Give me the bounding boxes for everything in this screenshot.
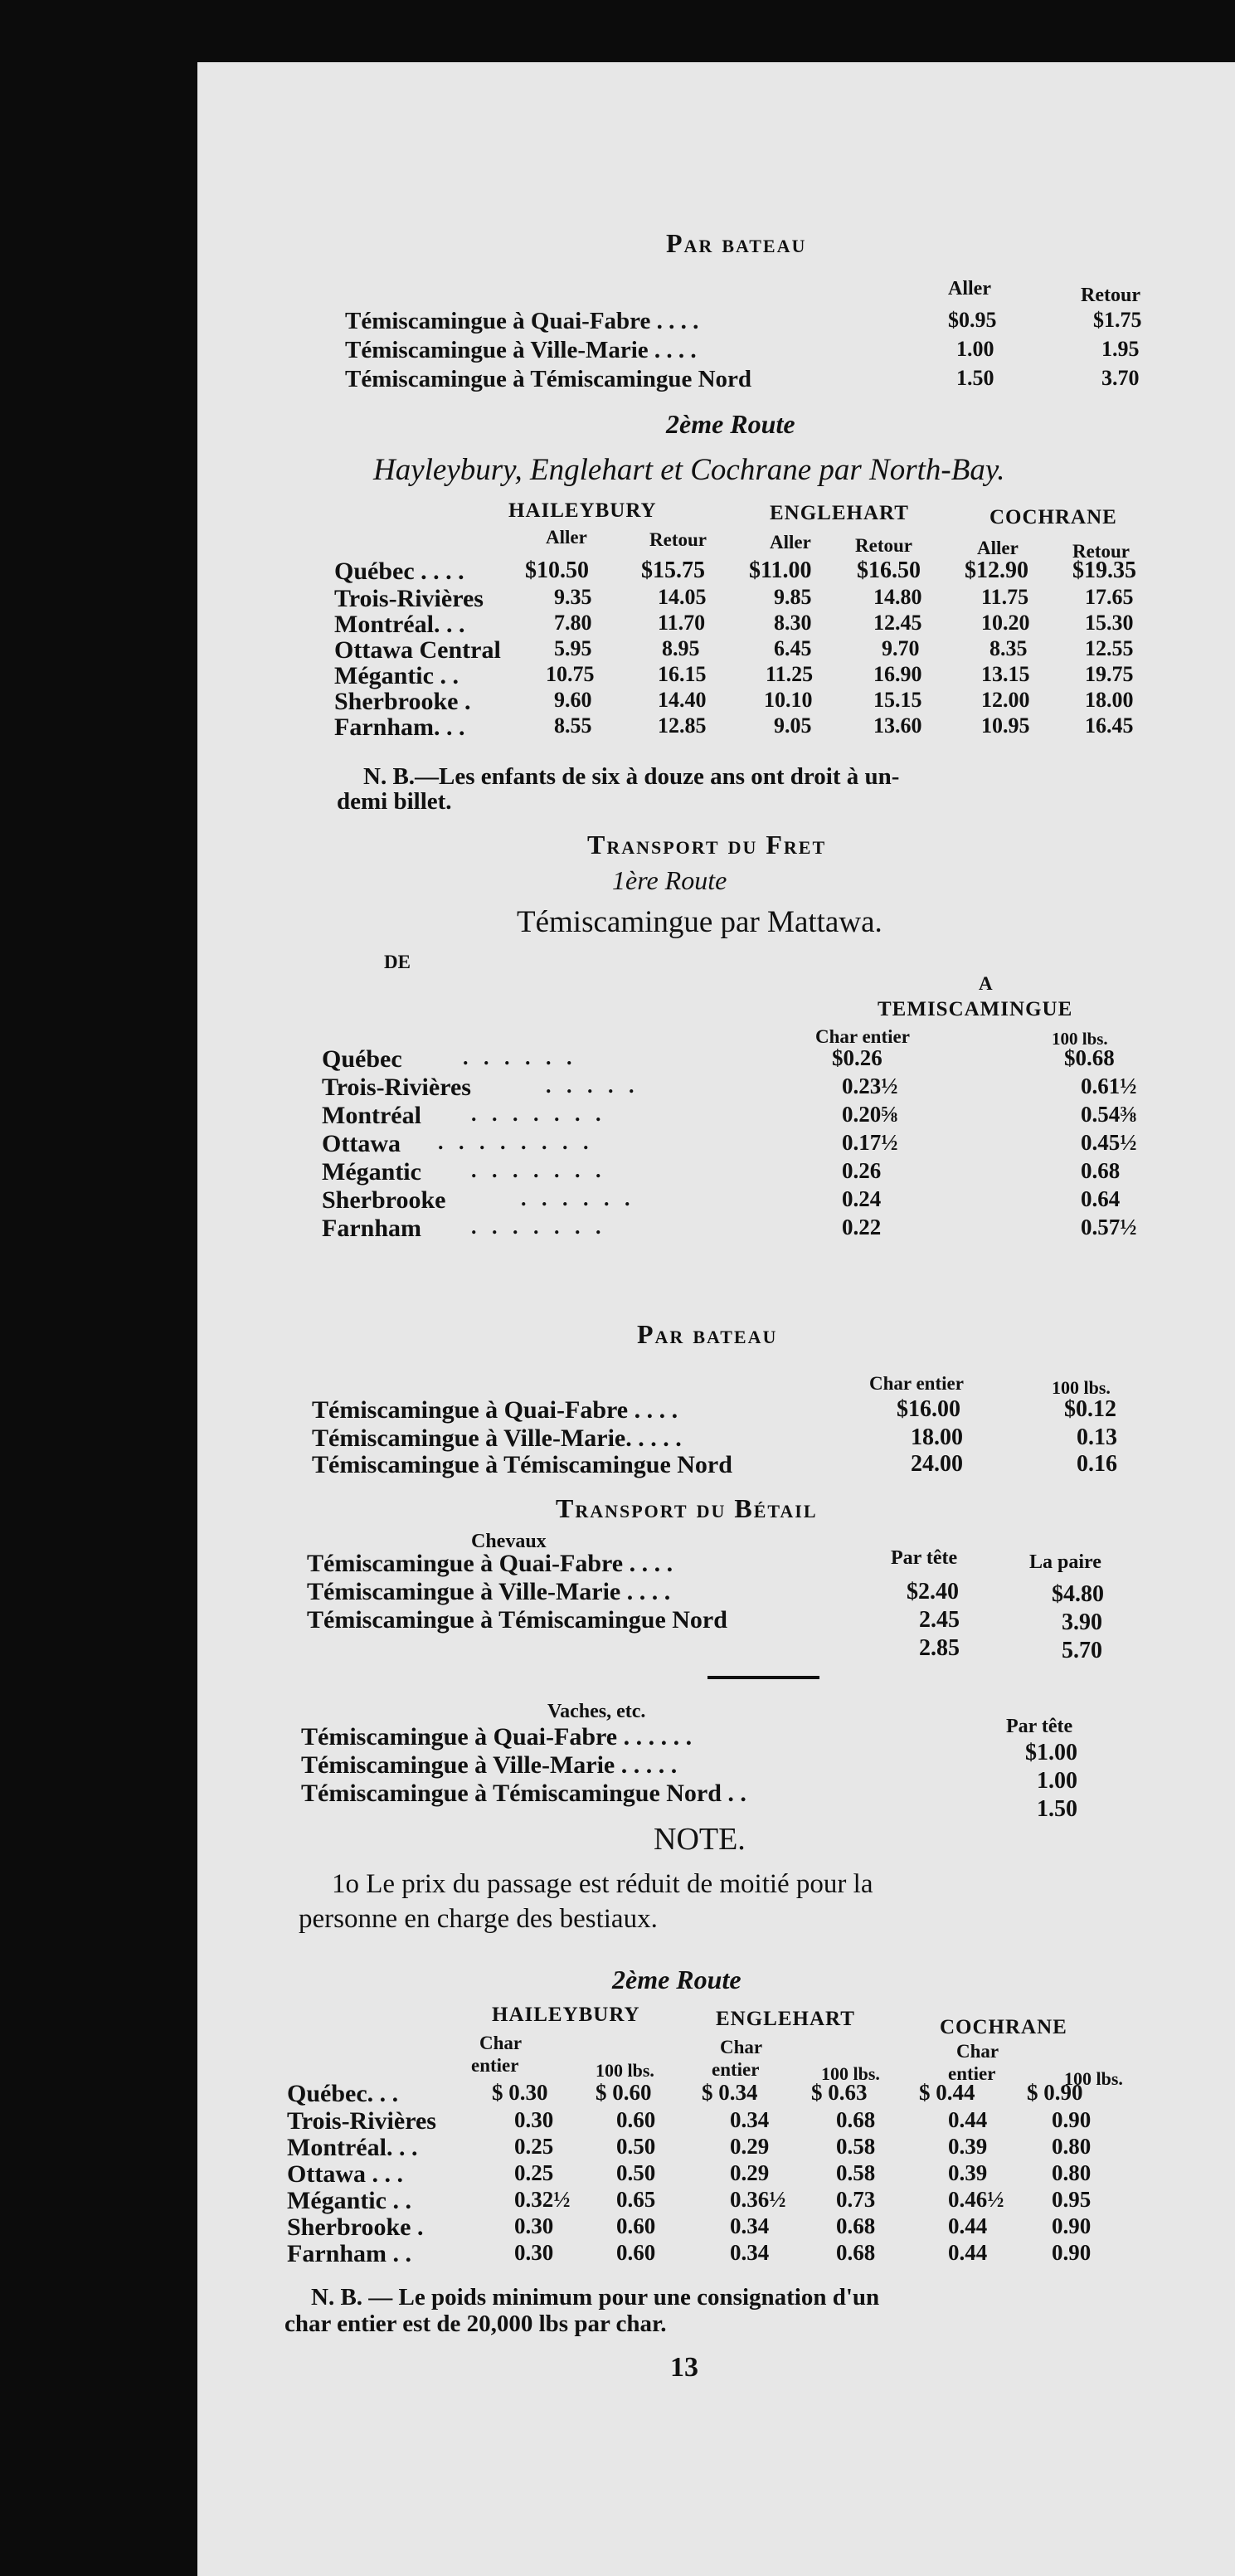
cell-par-tete: $1.00 [1025,1740,1077,1765]
sub-entier: entier [712,2059,760,2080]
cell: 0.68 [836,2240,876,2265]
sub-char: Char [720,2037,763,2057]
table-row [197,1215,1235,1243]
cell-100-lbs: 0.68 [1081,1158,1121,1183]
row-label: Québec [322,1045,402,1073]
section3-dest: TEMISCAMINGUE [878,998,1073,1020]
row-label: Témiscamingue à Témiscamingue Nord [307,1606,727,1634]
sub-char: Char [479,2033,523,2053]
cell: 10.75 [546,662,595,686]
cell: 0.36½ [730,2187,786,2212]
row-dots: . . . . . . [463,1045,577,1069]
cell: 11.25 [766,662,814,686]
cell: 7.80 [554,611,592,635]
cell-char-entier: 0.20⅝ [842,1102,898,1127]
sub-header: Retour [855,535,912,556]
cell-100-lbs: 0.64 [1081,1186,1121,1211]
cell: 0.90 [1052,2107,1092,2132]
cell: 8.95 [662,636,700,660]
cell: 14.05 [658,585,707,609]
cell-char-entier: 0.26 [842,1158,882,1183]
row-dots: . . . . . . . . [438,1130,594,1154]
row-label: Sherbrooke . [287,2213,424,2241]
cell-char-entier: 24.00 [911,1451,963,1477]
section5-chevaux: Chevaux [471,1531,547,1552]
section6-table [197,2080,1235,2267]
section2-table [197,558,1235,739]
row-label: Trois-Rivières [334,585,484,612]
row-dots: . . . . . . [521,1186,635,1210]
row-retour: $1.75 [1093,308,1142,332]
cell: 9.35 [554,585,592,609]
table-row [197,1606,1235,1663]
sub-header: Retour [1072,541,1130,562]
cell: $ 0.34 [702,2080,758,2105]
cell: 0.34 [730,2107,770,2132]
section6-route-title: 2ème Route [612,1965,741,1994]
cell: 0.50 [616,2134,656,2159]
cell-par-tete: $2.40 [907,1579,959,1605]
row-label: Trois-Rivières [322,1074,471,1101]
cell: 8.30 [774,611,812,635]
sub-lbs: 100 lbs. [1064,2068,1123,2089]
row-label: Témiscamingue à Témiscamingue Nord [312,1451,732,1478]
table-row [197,1102,1235,1130]
cell: 16.15 [658,662,707,686]
row-label: Ottawa [322,1130,401,1157]
table-row [197,337,1235,366]
cell: 0.32½ [514,2187,571,2212]
cell-100-lbs: 0.57½ [1081,1215,1137,1239]
cell: 12.45 [873,611,922,635]
table-row [197,1074,1235,1102]
table-row [197,558,1235,585]
section5-col3: Par tête [1006,1716,1073,1737]
cell: 10.95 [981,713,1030,738]
cell: 12.85 [658,713,707,738]
section5-table [197,1550,1235,1663]
cell-100-lbs: $0.68 [1064,1045,1115,1070]
cell-100-lbs: 0.54⅜ [1081,1102,1137,1127]
row-label: Mégantic . . [287,2187,411,2214]
cell: 0.58 [836,2160,876,2185]
row-aller: 1.00 [956,337,994,361]
cell: 12.00 [981,688,1030,712]
row-label: Farnham [322,1215,421,1242]
cell-char-entier: 0.23½ [842,1074,898,1098]
group-englehart: ENGLEHART [716,2008,855,2030]
row-label: Sherbrooke . [334,688,471,715]
row-label: Québec. . . [287,2080,399,2107]
row-label: Témiscamingue à Témiscamingue Nord [345,366,752,392]
table-row [197,1158,1235,1186]
cell-par-tete: 1.00 [1037,1768,1077,1794]
table-row [197,1045,1235,1074]
cell: $ 0.90 [1027,2080,1083,2105]
row-label: Témiscamingue à Ville-Marie. . . . . [312,1424,682,1452]
sub-header: Retour [649,529,707,550]
group-cochrane: COCHRANE [940,2016,1067,2038]
cell-char-entier: 18.00 [911,1424,963,1450]
cell-100-lbs: 0.16 [1077,1451,1117,1477]
row-aller: $0.95 [948,308,997,332]
row-label: Ottawa . . . [287,2160,403,2188]
section2-subtitle: Hayleybury, Englehart et Cochrane par North-Bay. [373,453,1005,487]
group-haileybury: HAILEYBURY [492,2004,640,2026]
row-label: Ottawa Central [334,636,501,664]
cell: $15.75 [641,558,705,583]
cell: 0.68 [836,2213,876,2238]
cell: 0.44 [948,2240,988,2265]
row-label: Mégantic . . [334,662,459,689]
section6-note-line2: char entier est de 20,000 lbs par char. [284,2311,667,2337]
sub-char: Char [956,2041,999,2062]
cell: 0.44 [948,2107,988,2132]
sub-header: Aller [546,527,587,548]
section5-table2 [197,1723,1235,1822]
cell: $16.50 [857,558,921,583]
table-row [197,2080,1235,2107]
row-retour: 3.70 [1101,366,1140,390]
cell: 9.60 [554,688,592,712]
cell: 9.05 [774,713,812,738]
table-row [197,2240,1235,2267]
table-row [197,611,1235,636]
cell: 0.65 [616,2187,656,2212]
cell: 0.50 [616,2160,656,2185]
row-label: Sherbrooke [322,1186,446,1214]
cell: 0.25 [514,2134,554,2159]
cell: 0.44 [948,2213,988,2238]
cell: 0.73 [836,2187,876,2212]
cell: 14.40 [658,688,707,712]
cell: $ 0.63 [811,2080,868,2105]
cell: 13.15 [981,662,1030,686]
cell: $12.90 [965,558,1028,583]
cell: 9.85 [774,585,812,609]
cell-par-tete: 2.85 [919,1635,960,1661]
row-label: Témiscamingue à Quai-Fabre . . . . [312,1396,678,1424]
table-row [197,1186,1235,1215]
cell-la-paire: 5.70 [1062,1638,1102,1663]
section4-heading: Par bateau [637,1319,778,1349]
cell: 14.80 [873,585,922,609]
cell: 0.90 [1052,2213,1092,2238]
row-label: Montréal. . . [334,611,465,638]
sub-lbs: 100 lbs. [821,2063,880,2084]
cell: 6.45 [774,636,812,660]
row-label: Montréal. . . [287,2134,418,2161]
section3-heading: Transport du Fret [587,830,827,859]
section5-col1: Par tête [891,1547,958,1569]
table-row [197,585,1235,611]
section5-note-line1: 1o Le prix du passage est réduit de moitié pour la [332,1869,873,1899]
cell: 8.55 [554,713,592,738]
cell: 10.20 [981,611,1030,635]
section3-col2: 100 lbs. [1052,1029,1108,1049]
cell: 0.95 [1052,2187,1092,2212]
section5-heading: Transport du Bétail [556,1493,818,1523]
cell: 0.30 [514,2240,554,2265]
cell: 8.35 [989,636,1028,660]
cell: 0.39 [948,2134,988,2159]
section3-subtitle: Témiscamingue par Mattawa. [517,905,882,939]
section1-col-aller: Aller [948,278,991,299]
cell: 5.95 [554,636,592,660]
cell-char-entier: $0.26 [832,1045,882,1070]
table-row [197,366,1235,395]
section4-col2: 100 lbs. [1052,1377,1111,1398]
cell: 0.29 [730,2134,770,2159]
section1-table [197,308,1235,395]
section5-vaches: Vaches, etc. [547,1701,646,1722]
row-label: Trois-Rivières [287,2107,436,2135]
cell: 0.34 [730,2240,770,2265]
row-aller: 1.50 [956,366,994,390]
sub-entier: entier [471,2055,519,2076]
cell: $11.00 [749,558,812,583]
sub-header: Aller [770,532,811,553]
cell-char-entier: $16.00 [897,1396,960,1422]
page-number: 13 [670,2352,698,2383]
row-label: Québec . . . . [334,558,464,585]
table-row [197,2213,1235,2240]
group-englehart: ENGLEHART [770,502,909,524]
cell: 0.25 [514,2160,554,2185]
row-label: Témiscamingue à Quai-Fabre . . . . [307,1550,673,1577]
cell: 0.39 [948,2160,988,2185]
cell-100-lbs: 0.13 [1077,1424,1117,1450]
cell: 0.46½ [948,2187,1004,2212]
group-cochrane: COCHRANE [989,506,1117,528]
row-dots: . . . . . . . [471,1102,606,1126]
cell: 13.60 [873,713,922,738]
cell: 18.00 [1085,688,1134,712]
cell-par-tete: 2.45 [919,1607,960,1633]
cell: 15.30 [1085,611,1134,635]
section5-note-title: NOTE. [654,1822,746,1857]
table-row [197,2107,1235,2134]
cell-100-lbs: 0.61½ [1081,1074,1137,1098]
table-row [197,1396,1235,1424]
row-label: Mégantic [322,1158,421,1186]
section3-table [197,1045,1235,1243]
row-label: Témiscamingue à Quai-Fabre . . . . [345,308,699,334]
cell: 16.90 [873,662,922,686]
table-row [197,1424,1235,1451]
row-label: Témiscamingue à Ville-Marie . . . . [307,1578,671,1605]
section3-a-label: A [979,973,993,994]
section6-note-line1: N. B. — Le poids minimum pour une consignation d'un [311,2284,880,2311]
cell-100-lbs: $0.12 [1064,1396,1116,1422]
cell: 0.60 [616,2107,656,2132]
cell-char-entier: 0.17½ [842,1130,898,1155]
table-row [197,636,1235,662]
cell: 10.10 [764,688,813,712]
cell: 0.58 [836,2134,876,2159]
table-row [197,713,1235,739]
table-row [197,2134,1235,2160]
group-haileybury: HAILEYBURY [508,499,657,522]
cell: 11.70 [658,611,706,635]
section1-col-retour: Retour [1081,285,1140,306]
cell-la-paire: $4.80 [1052,1581,1104,1607]
row-label: Témiscamingue à Ville-Marie . . . . . [301,1751,678,1779]
row-label: Farnham. . . [334,713,465,741]
table-row [197,1451,1235,1478]
row-label: Témiscamingue à Ville-Marie . . . . [345,337,697,363]
document-page [197,62,1235,2576]
table-row [197,2160,1235,2187]
row-dots: . . . . . . . [471,1158,606,1182]
cell: 15.15 [873,688,922,712]
row-label: Témiscamingue à Témiscamingue Nord . . [301,1780,746,1807]
cell: $10.50 [525,558,589,583]
cell: 9.70 [882,636,920,660]
section4-col1: Char entier [869,1373,964,1394]
row-label: Montréal [322,1102,421,1129]
row-dots: . . . . . . . [471,1215,606,1239]
section2-route-title: 2ème Route [666,409,795,439]
row-retour: 1.95 [1101,337,1140,361]
cell: 17.65 [1085,585,1134,609]
row-dots: . . . . . [546,1074,639,1098]
section4-table [197,1396,1235,1478]
section5-col2: La paire [1029,1551,1101,1573]
cell-100-lbs: 0.45½ [1081,1130,1137,1155]
cell: 0.80 [1052,2160,1092,2185]
cell: 0.80 [1052,2134,1092,2159]
section1-heading: Par bateau [666,228,807,258]
cell-char-entier: 0.24 [842,1186,882,1211]
cell: $ 0.44 [919,2080,975,2105]
cell: 19.75 [1085,662,1134,686]
cell: $ 0.30 [492,2080,548,2105]
section3-col1: Char entier [815,1026,910,1047]
cell: 0.60 [616,2240,656,2265]
sub-header: Aller [977,538,1019,558]
divider-rule [707,1676,819,1679]
sub-entier: entier [948,2063,996,2084]
section2-note-line2: demi billet. [337,788,452,815]
cell: 16.45 [1085,713,1134,738]
cell: 0.90 [1052,2240,1092,2265]
cell: 0.60 [616,2213,656,2238]
cell: $ 0.60 [596,2080,652,2105]
cell: 0.29 [730,2160,770,2185]
cell: 0.30 [514,2107,554,2132]
cell: 11.75 [981,585,1029,609]
cell-par-tete: 1.50 [1037,1796,1077,1822]
row-label: Témiscamingue à Quai-Fabre . . . . . . [301,1723,693,1751]
table-row [197,662,1235,688]
section3-route-title: 1ère Route [612,865,727,895]
cell: 12.55 [1085,636,1134,660]
sub-lbs: 100 lbs. [596,2060,654,2081]
cell: 0.30 [514,2213,554,2238]
table-row [197,2187,1235,2213]
table-row [197,308,1235,337]
cell-char-entier: 0.22 [842,1215,882,1239]
section3-de-label: DE [384,952,411,972]
section5-note-line2: personne en charge des bestiaux. [299,1904,658,1934]
table-row [197,1130,1235,1158]
row-label: Farnham . . [287,2240,411,2267]
table-row [197,688,1235,713]
section2-note-line1: N. B.—Les enfants de six à douze ans ont droit à un- [363,763,900,790]
cell: $19.35 [1072,558,1136,583]
cell: 0.68 [836,2107,876,2132]
cell-la-paire: 3.90 [1062,1609,1102,1635]
cell: 0.34 [730,2213,770,2238]
table-row [197,1780,1235,1822]
